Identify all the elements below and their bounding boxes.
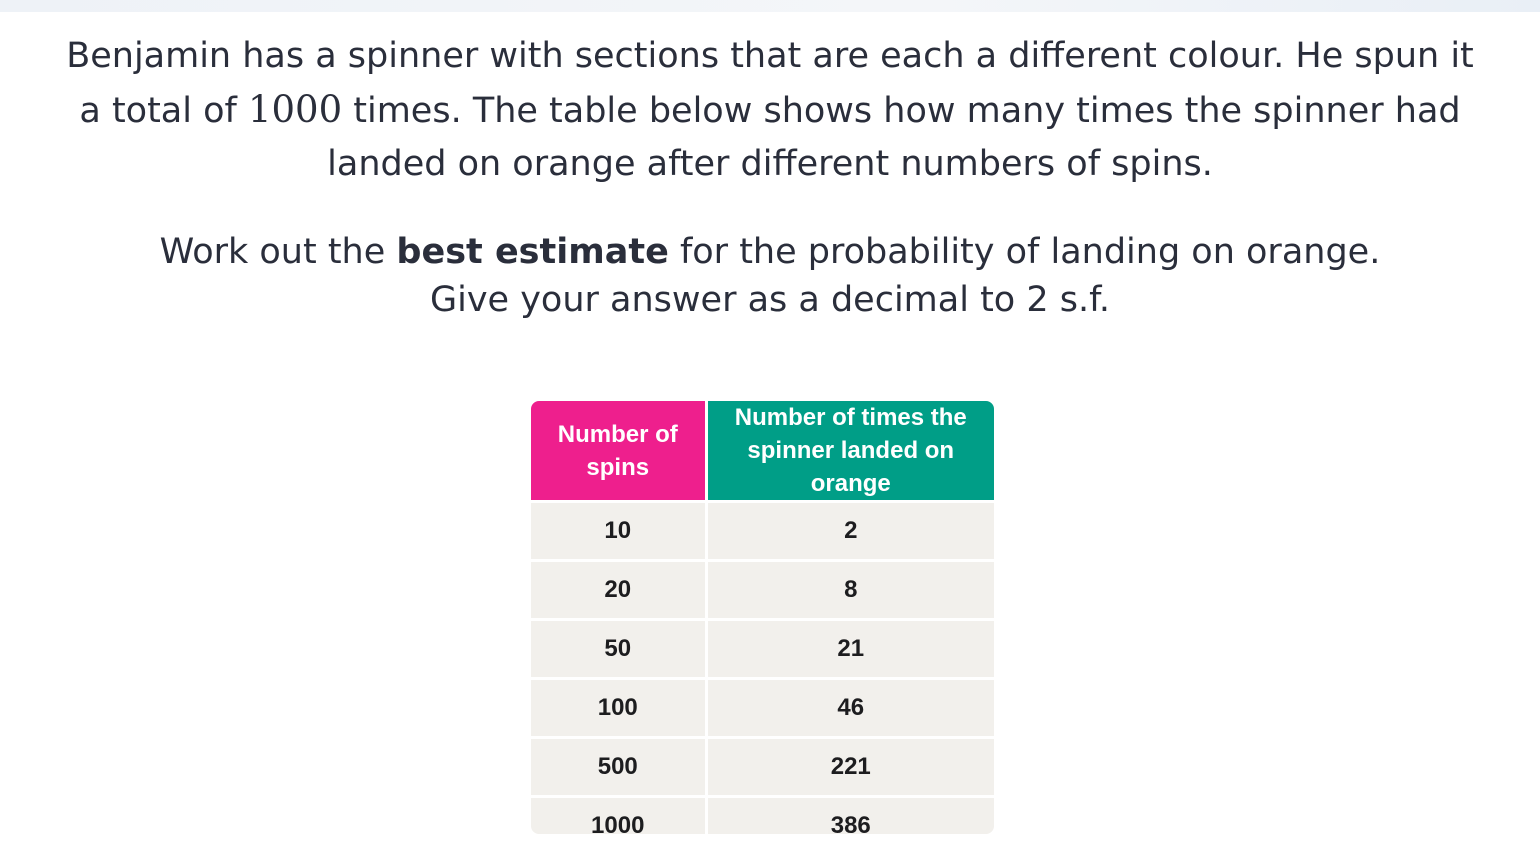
orange-count-cell: 46 <box>706 679 994 738</box>
instruction-emphasis: best estimate <box>396 232 669 272</box>
results-table <box>531 401 994 834</box>
table-row <box>531 797 994 835</box>
table-row <box>531 502 994 561</box>
spins-cell: 50 <box>531 620 706 679</box>
instruction-line-1 <box>0 228 1540 276</box>
spins-cell: 10 <box>531 502 706 561</box>
header-number-of-spins: Number of spins <box>531 401 706 502</box>
instruction-prefix: Work out the <box>159 232 397 272</box>
table-row <box>531 561 994 620</box>
table-row <box>531 738 994 797</box>
question-line-3: landed on orange after different numbers of spins. <box>327 144 1213 184</box>
question-line-2-end: times. The table below shows how many times the spinner had <box>342 91 1461 131</box>
orange-count-cell: 221 <box>706 738 994 797</box>
instruction-text <box>0 228 1540 324</box>
spins-cell: 1000 <box>531 797 706 835</box>
table-header-row <box>531 401 994 502</box>
top-bar <box>0 0 1540 12</box>
spins-cell: 100 <box>531 679 706 738</box>
orange-count-cell: 8 <box>706 561 994 620</box>
question-line-1: Benjamin has a spinner with sections that are each a different colour. He spun it <box>66 36 1474 76</box>
question-line-2 <box>0 83 1540 138</box>
question-text <box>0 30 1540 191</box>
orange-count-cell: 386 <box>706 797 994 835</box>
instruction-suffix: for the probability of landing on orange. <box>668 232 1381 272</box>
table-row <box>531 679 994 738</box>
instruction-line-2: Give your answer as a decimal to 2 s.f. <box>430 280 1110 320</box>
total-spins-value: 1000 <box>247 88 343 131</box>
orange-count-cell: 21 <box>706 620 994 679</box>
header-times-landed-orange: Number of times the spinner landed on orange <box>706 401 994 502</box>
orange-count-cell: 2 <box>706 502 994 561</box>
spins-cell: 500 <box>531 738 706 797</box>
question-line-2-start: a total of <box>79 91 248 131</box>
table-row <box>531 620 994 679</box>
spins-cell: 20 <box>531 561 706 620</box>
